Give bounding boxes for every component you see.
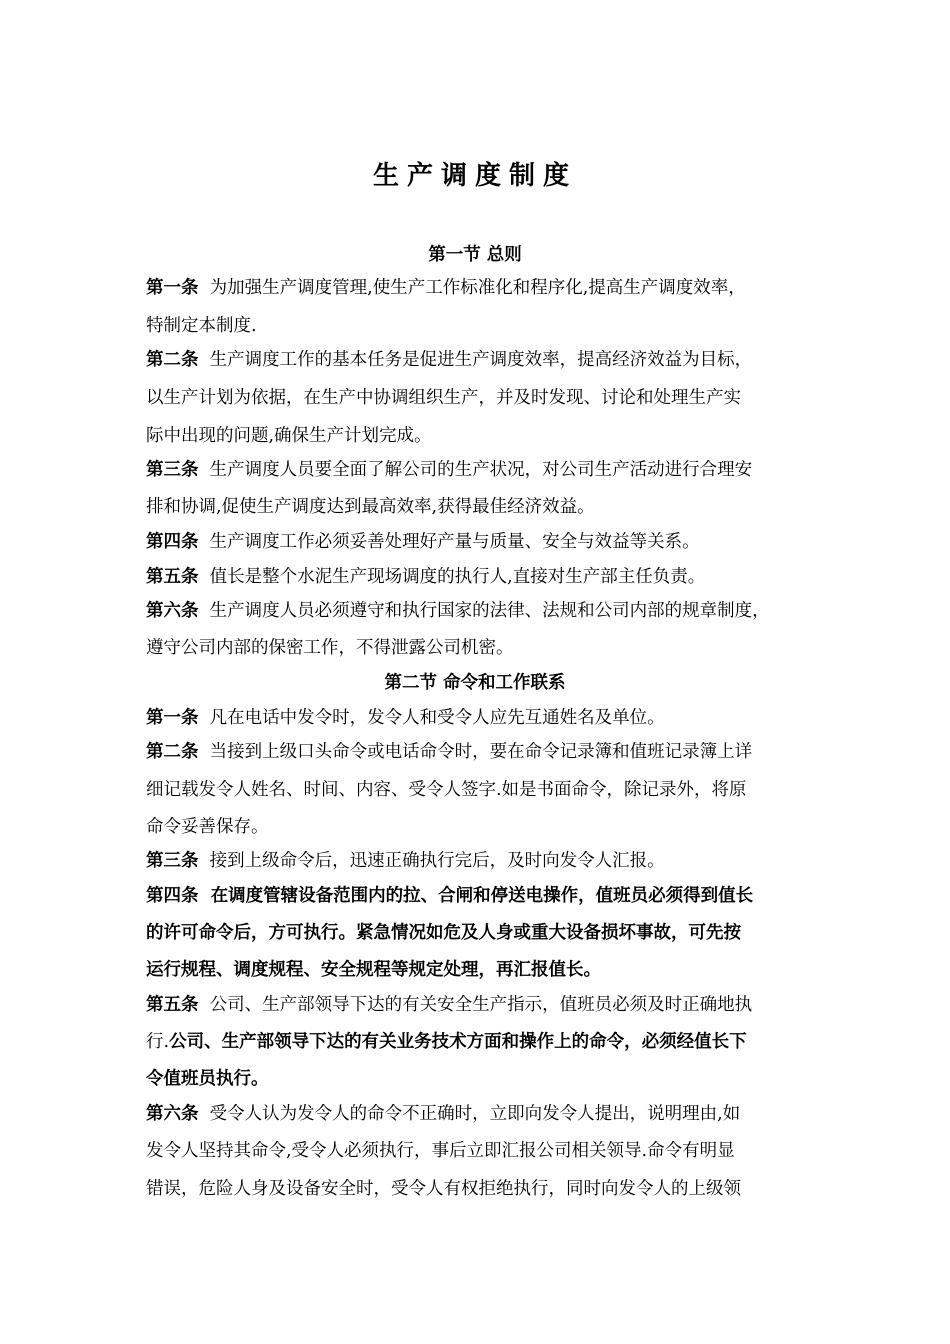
article-line: [146, 492, 826, 522]
article-label: 第三条: [146, 460, 199, 480]
article-line: [146, 345, 826, 375]
article-text: 际中出现的问题,确保生产计划完成。: [146, 426, 432, 446]
article-label: 第一条: [146, 708, 199, 728]
article-text: 以生产计划为依据，在生产中协调组织生产，并及时发现、讨论和处理生产实: [146, 388, 741, 408]
article-text: 命令妥善保存。: [146, 817, 269, 837]
article-line: [146, 421, 826, 451]
article-line: [146, 1027, 826, 1057]
article-line: [146, 812, 826, 842]
article-line: [146, 955, 826, 985]
article-text: 值长是整个水泥生产现场调度的执行人,直接对生产部主任负责。: [209, 567, 706, 587]
article-line: [146, 703, 826, 733]
article-label: 第五条: [146, 567, 199, 587]
article-text: 公司、生产部领导下达的有关业务技术方面和操作上的命令，必须经值长下: [169, 1032, 747, 1052]
article-text: 的许可命令后，方可执行。紧急情况如危及人身或重大设备损坏事故，可先按: [146, 923, 741, 943]
article-line: [146, 846, 826, 876]
article-text: 排和协调,促使生产调度达到最高效率,获得最佳经济效益。: [146, 497, 595, 517]
article-line: [146, 990, 826, 1020]
article-label: 第四条: [146, 532, 199, 552]
article-label: 第五条: [146, 995, 199, 1015]
article-line: [146, 273, 826, 303]
article-text: 特制定本制度.: [146, 316, 257, 336]
article-text: 生产调度工作的基本任务是促进生产调度效率，提高经济效益为目标，: [209, 350, 753, 370]
article-text: 为加强生产调度管理,使生产工作标准化和程序化,提高生产调度效率，: [209, 278, 746, 298]
article-text: 运行规程、调度规程、安全规程等规定处理，再汇报值长。: [146, 960, 601, 980]
article-text: 当接到上级口头命令或电话命令时，要在命令记录簿和值班记录簿上详: [209, 742, 753, 762]
article-line: [146, 1064, 826, 1094]
article-line: [146, 1099, 826, 1129]
article-text: 令值班员执行。: [146, 1069, 269, 1089]
article-label: 第二条: [146, 350, 199, 370]
section-heading-2: 第二节 命令和工作联系: [384, 673, 566, 693]
article-line: [146, 527, 826, 557]
article-text: 凡在电话中发令时，发令人和受令人应先互通姓名及单位。: [209, 708, 665, 728]
article-line: [146, 383, 826, 413]
article-line: [146, 1136, 826, 1166]
article-line: [146, 596, 826, 626]
article-line: [146, 737, 826, 767]
article-line: [146, 455, 826, 485]
article-label: 第四条: [146, 886, 199, 906]
article-line: [146, 311, 826, 341]
article-line: [146, 1174, 826, 1204]
section-heading-1: 第一节 总则: [428, 245, 522, 265]
article-line: [146, 633, 826, 663]
article-line: [146, 562, 826, 592]
article-text: 公司、生产部领导下达的有关安全生产指示，值班员必须及时正确地执: [209, 995, 753, 1015]
article-line: [146, 775, 826, 805]
article-line: [146, 881, 826, 911]
article-text: 细记载发令人姓名、时间、内容、受令人签字.如是书面命令，除记录外，将原: [146, 780, 747, 800]
article-line: [146, 918, 826, 948]
article-text: 遵守公司内部的保密工作，不得泄露公司机密。: [146, 638, 514, 658]
article-text: 受令人认为发令人的命令不正确时，立即向发令人提出，说明理由,如: [209, 1104, 741, 1124]
document-title: 生产调度制度: [372, 161, 577, 191]
article-label: 第六条: [146, 1104, 199, 1124]
article-text: 接到上级命令后，迅速正确执行完后，及时向发令人汇报。: [209, 851, 665, 871]
article-text: 生产调度工作必须妥善处理好产量与质量、安全与效益等关系。: [209, 532, 700, 552]
article-label: 第一条: [146, 278, 199, 298]
article-text: 发令人坚持其命令,受令人必须执行，事后立即汇报公司相关领导.命令有明显: [146, 1141, 735, 1161]
article-text: 在调度管辖设备范围内的拉、合闸和停送电操作，值班员必须得到值长: [210, 886, 754, 906]
article-label: 第三条: [146, 851, 199, 871]
article-text: 错误，危险人身及设备安全时，受令人有权拒绝执行，同时向发令人的上级领: [146, 1179, 741, 1199]
article-label: 第二条: [146, 742, 199, 762]
article-text: 生产调度人员必须遵守和执行国家的法律、法规和公司内部的规章制度，: [209, 601, 770, 621]
article-text: 行.: [146, 1032, 170, 1052]
article-label: 第六条: [146, 601, 199, 621]
article-text: 生产调度人员要全面了解公司的生产状况，对公司生产活动进行合理安: [209, 460, 753, 480]
